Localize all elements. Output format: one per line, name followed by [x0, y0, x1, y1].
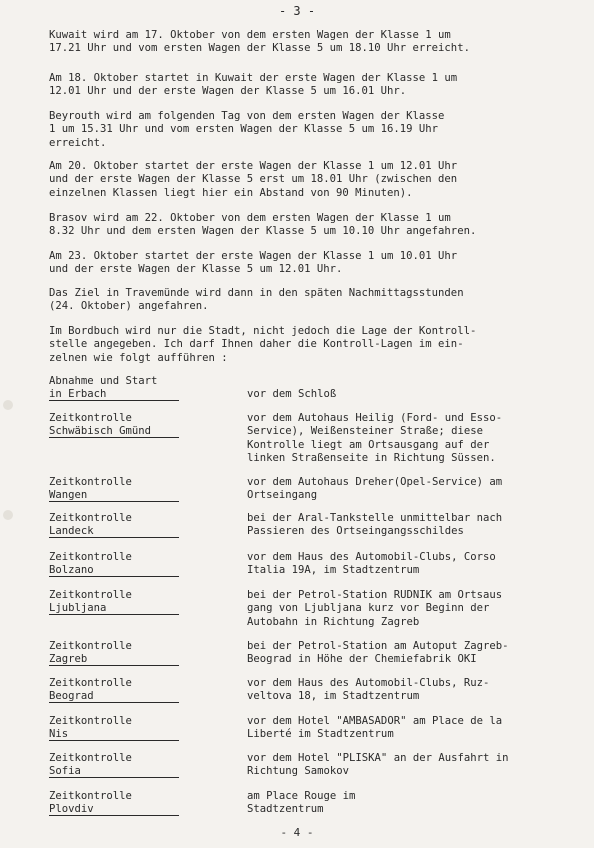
control-location: vor dem Autohaus Dreher(Opel-Service) am Ortseingang	[247, 476, 503, 502]
control-place: Sofia	[49, 765, 179, 778]
control-place: in Erbach	[49, 388, 179, 401]
control-type: Zeitkontrolle	[49, 752, 132, 764]
paragraph: Beyrouth wird am folgenden Tag von dem ersten Wagen der Klasse 1 um 15.31 Uhr und vom ersten Wagen der Klasse 5 um 16.19 Uhr erreicht.	[49, 110, 445, 149]
paragraph: Im Bordbuch wird nur die Stadt, nicht jedoch die Lage der Kontroll- stelle angegeben. Ich darf Ihnen daher die Kontroll-Lagen im ein- zelnen wie folgt aufführen :	[49, 325, 477, 364]
control-type: Zeitkontrolle	[49, 476, 132, 488]
control-type: Zeitkontrolle	[49, 512, 132, 524]
control-location: vor dem Schloß	[247, 388, 337, 400]
control-location: bei der Petrol-Station am Autoput Zagreb- Beograd in Höhe der Chemiefabrik OKI	[247, 640, 509, 666]
control-location: vor dem Hotel "AMBASADOR" am Place de la Liberté im Stadtzentrum	[247, 715, 503, 741]
punch-hole	[3, 510, 13, 520]
control-place: Nis	[49, 728, 179, 741]
control-place: Landeck	[49, 525, 179, 538]
control-location: bei der Petrol-Station RUDNIK am Ortsaus gang von Ljubljana kurz vor Beginn der Autobahn in Richtung Zagreb	[247, 589, 503, 628]
control-place: Schwäbisch Gmünd	[49, 425, 179, 438]
next-page-number: - 4 -	[280, 826, 314, 839]
control-type: Zeitkontrolle	[49, 589, 132, 601]
paragraph: Am 18. Oktober startet in Kuwait der erste Wagen der Klasse 1 um 12.01 Uhr und der erste Wagen der Klasse 5 um 16.01 Uhr.	[49, 72, 458, 98]
control-type: Zeitkontrolle	[49, 640, 132, 652]
control-location: vor dem Haus des Automobil-Clubs, Ruz- veltova 18, im Stadtzentrum	[247, 677, 490, 703]
control-type: Abnahme und Start	[49, 375, 158, 387]
control-location: vor dem Haus des Automobil-Clubs, Corso Italia 19A, im Stadtzentrum	[247, 551, 496, 577]
control-place: Plovdiv	[49, 803, 179, 816]
paragraph: Das Ziel in Travemünde wird dann in den späten Nachmittagsstunden (24. Oktober) angefahren.	[49, 287, 464, 313]
paragraph: Am 20. Oktober startet der erste Wagen der Klasse 1 um 12.01 Uhr und der erste Wagen der Klasse 5 erst um 18.01 Uhr (zwischen den einzelnen Klassen liegt hier ein Abstand von 90 Minuten).	[49, 160, 458, 199]
control-location: bei der Aral-Tankstelle unmittelbar nach Passieren des Ortseingangsschildes	[247, 512, 503, 538]
control-type: Zeitkontrolle	[49, 677, 132, 689]
control-type: Zeitkontrolle	[49, 790, 132, 802]
control-place: Beograd	[49, 690, 179, 703]
control-place: Ljubljana	[49, 602, 179, 615]
control-location: vor dem Autohaus Heilig (Ford- und Esso- Service), Weißensteiner Straße; diese Kontrolle liegt am Ortsausgang auf der linken Straßenseite in Richtung Süssen.	[247, 412, 503, 465]
paragraph: Kuwait wird am 17. Oktober von dem ersten Wagen der Klasse 1 um 17.21 Uhr und vom ersten Wagen der Klasse 5 um 18.10 Uhr erreicht.	[49, 29, 470, 55]
page-number: - 3 -	[278, 4, 316, 18]
control-type: Zeitkontrolle	[49, 412, 132, 424]
control-type: Zeitkontrolle	[49, 551, 132, 563]
control-location: am Place Rouge im Stadtzentrum	[247, 790, 356, 816]
control-place: Bolzano	[49, 564, 179, 577]
paragraph: Am 23. Oktober startet der erste Wagen der Klasse 1 um 10.01 Uhr und der erste Wagen der Klasse 5 um 12.01 Uhr.	[49, 250, 458, 276]
punch-hole	[3, 400, 13, 410]
paragraph: Brasov wird am 22. Oktober von dem ersten Wagen der Klasse 1 um 8.32 Uhr und dem ersten Wagen der Klasse 5 um 10.10 Uhr angefahren.	[49, 212, 477, 238]
control-place: Wangen	[49, 489, 179, 502]
control-location: vor dem Hotel "PLISKA" an der Ausfahrt in Richtung Samokov	[247, 752, 509, 778]
control-place: Zagreb	[49, 653, 179, 666]
control-type: Zeitkontrolle	[49, 715, 132, 727]
